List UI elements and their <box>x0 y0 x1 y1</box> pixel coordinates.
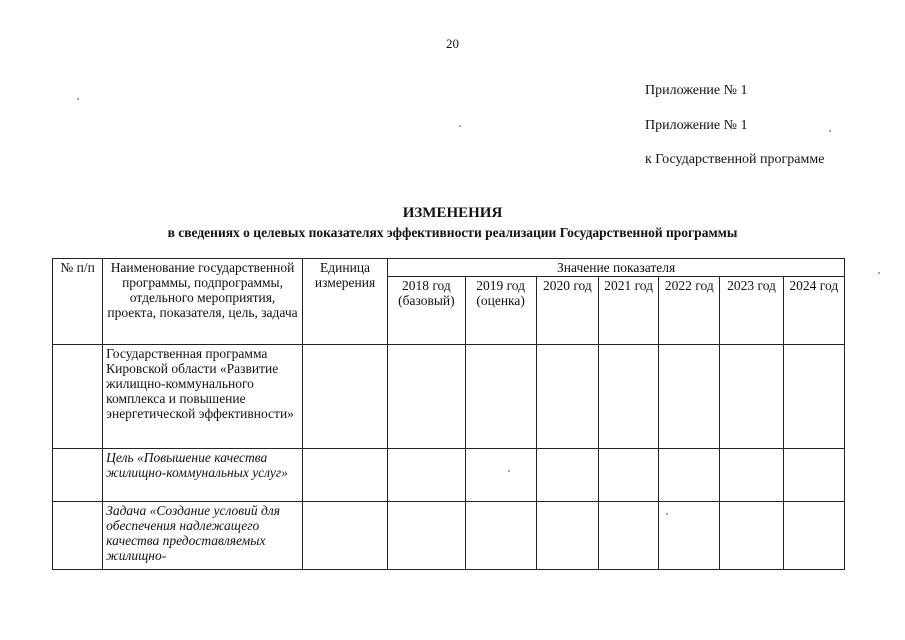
cell-value <box>536 502 598 570</box>
cell-unit <box>302 345 387 449</box>
cell-value <box>465 345 536 449</box>
scan-speck <box>878 272 880 274</box>
cell-value <box>598 345 658 449</box>
indicators-table <box>52 258 845 570</box>
document-title: ИЗМЕНЕНИЯ <box>402 205 503 221</box>
header-year-2023: 2023 год <box>720 277 783 345</box>
scan-speck <box>77 98 79 100</box>
table-row <box>53 502 845 570</box>
cell-unit <box>302 502 387 570</box>
cell-unit <box>302 449 387 502</box>
scan-speck <box>829 130 831 132</box>
annex-program-reference: к Государственной программе <box>645 152 825 167</box>
header-year-2018: 2018 год (базовый) <box>388 277 465 345</box>
cell-value <box>388 502 465 570</box>
header-unit: Единица измерения <box>302 259 387 345</box>
annex-label-repeat: Приложение № 1 <box>645 118 748 133</box>
cell-value <box>659 502 720 570</box>
header-year-2022: 2022 год <box>659 277 720 345</box>
cell-value <box>465 502 536 570</box>
row-num <box>53 449 103 502</box>
scan-speck <box>666 513 668 515</box>
cell-value <box>720 345 783 449</box>
cell-value <box>465 449 536 502</box>
cell-value <box>659 345 720 449</box>
annex-label: Приложение № 1 <box>645 83 748 98</box>
header-values: Значение показателя <box>388 259 845 277</box>
header-year-2021: 2021 год <box>598 277 658 345</box>
row-name: Цель «Повышение качества жилищно-коммунальных услуг» <box>103 449 303 502</box>
page-number: 20 <box>446 36 459 51</box>
cell-value <box>783 449 844 502</box>
cell-value <box>536 345 598 449</box>
header-num: № п/п <box>53 259 103 345</box>
cell-value <box>388 449 465 502</box>
header-year-2024: 2024 год <box>783 277 844 345</box>
header-name: Наименование государственной программы, подпрограммы, отдельного мероприятия, проекта, показателя, цель, задача <box>103 259 303 345</box>
cell-value <box>783 502 844 570</box>
row-num <box>53 345 103 449</box>
header-year-2020: 2020 год <box>536 277 598 345</box>
row-num <box>53 502 103 570</box>
cell-value <box>536 449 598 502</box>
table-row <box>53 345 845 449</box>
cell-value <box>659 449 720 502</box>
row-name: Задача «Создание условий для обеспечения надлежащего качества предоставляемых жилищно- <box>103 502 303 570</box>
cell-value <box>783 345 844 449</box>
header-year-2019: 2019 год (оценка) <box>465 277 536 345</box>
document-subtitle: в сведениях о целевых показателях эффективности реализации Государственной программы <box>167 225 738 240</box>
table-row <box>53 449 845 502</box>
cell-value <box>388 345 465 449</box>
cell-value <box>720 449 783 502</box>
scan-speck <box>459 125 461 127</box>
cell-value <box>598 449 658 502</box>
row-name: Государственная программа Кировской области «Развитие жилищно-коммунального комплекса и повышение энергетической эффективности» <box>103 345 303 449</box>
cell-value <box>720 502 783 570</box>
cell-value <box>598 502 658 570</box>
scan-speck <box>508 470 510 472</box>
